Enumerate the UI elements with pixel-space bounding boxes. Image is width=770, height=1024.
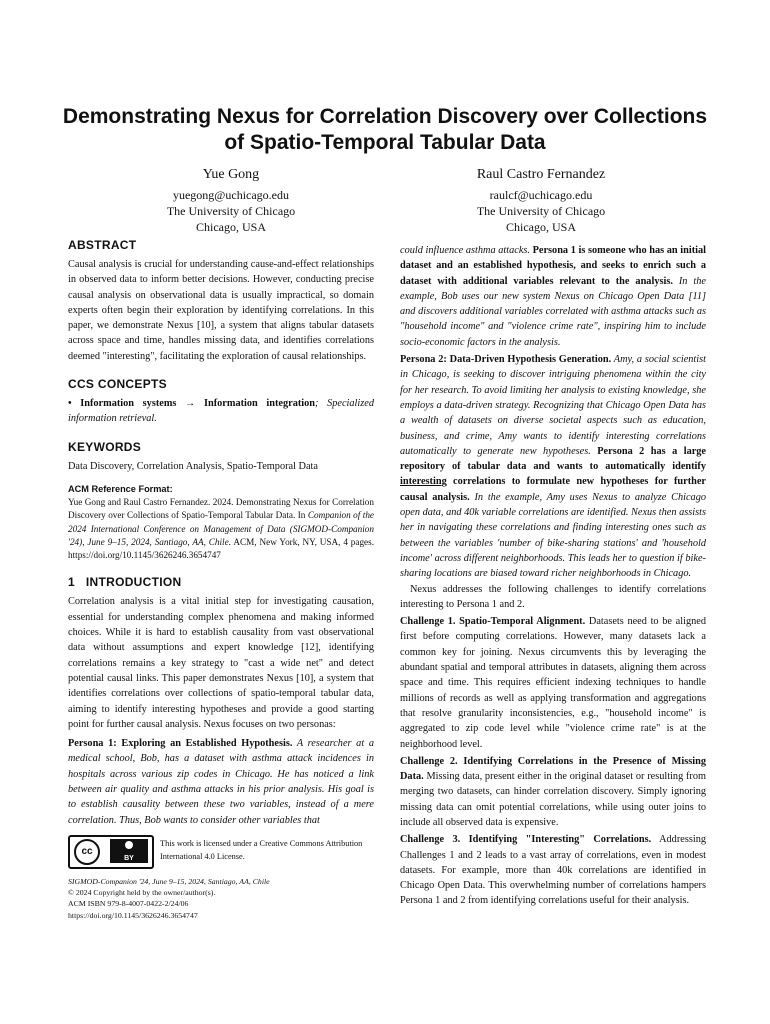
title-line-1: Demonstrating Nexus for Correlation Discovery over Collections (62, 105, 708, 128)
footer-venue: SIGMOD-Companion '24, June 9–15, 2024, Santiago, AA, Chile (68, 877, 270, 886)
title-line-2: of Spatio-Temporal Tabular Data (224, 131, 546, 154)
cc-by-logo (68, 835, 154, 869)
challenge-2-heading: Challenge 2. Identifying Correlations in the Presence of Missing Data. (400, 755, 706, 783)
challenge-1-text: Datasets need to be aligned first before computing correlations. However, many datasets lack a common key for joining. Nexus circumvents this by leveraging the abundant spatial and temporal attributes in datasets, aligning them across space and time. This requires efficient indexing techniques to handle millions of records as well as applying transformation and aggregations that resolve granularity inconsistencies, e.g., "household income" is aggregated to zip code level while "violence crime rate" is at the neighborhood level. (400, 616, 706, 750)
ccs-bold: • Information systems → Information integration (68, 398, 316, 410)
ccs-text (68, 396, 374, 427)
acm-ref-venue: Companion of the 2024 International Conference on Management of Data (SIGMOD-Companion '24), June 9–15, 2024, Santiago, AA, Chile. (68, 510, 374, 547)
challenge-2-text: Missing data, present either in the original dataset or resulting from merging two datasets, can hinder correlation discovery. Simply ignoring missing data can omit potential correlations, while using outer joins to include all observed data is expensive. (400, 771, 706, 828)
persona2-paragraph (400, 352, 706, 581)
author-email: yuegong@uchicago.edu (172, 188, 289, 202)
keywords-heading: KEYWORDS (68, 439, 142, 454)
intro-paragraph: Correlation analysis is a vital initial step for investigating causation, essential for understanding complex phenomena and making informed choices. While it is hard to establish causality from vast observational data without assumptions and expert knowledge [12], identifying correlations remains a key strategy to "cast a wide net" and detect potential causal links. This paper demonstrates Nexus [10], a system that identifies correlations over collections of spatio-temporal tabular data, aiming to identify interesting hypotheses and provide a good starting point for further causal analysis. Nexus focuses on two personas: (68, 596, 374, 730)
cont-italic-2: In the example, Bob uses our new system Nexus on Chicago Open Data [11] and discovers additional variables correlated with asthma attacks such as "household income" and "violence crime rate", inspiring him to include socio-economic factors in the analysis. (400, 275, 706, 348)
challenge-1-heading: Challenge 1. Spatio-Temporal Alignment. (400, 616, 586, 628)
persona2-bold-underlined: interesting (400, 476, 447, 488)
ccs-heading: CCS CONCEPTS (68, 377, 167, 392)
person-icon (125, 841, 133, 849)
challenges-intro: Nexus addresses the following challenges to identify correlations interesting to Persona 1 and 2. (400, 583, 706, 610)
author-name: Raul Castro Fernandez (476, 167, 606, 182)
cc-icon: cc (74, 839, 100, 865)
author-email: raulcf@uchicago.edu (489, 188, 593, 202)
author-location: Chicago, USA (506, 220, 576, 234)
by-label: BY (124, 855, 134, 862)
challenge-3-paragraph (400, 832, 706, 908)
author-affiliation: The University of Chicago (166, 204, 296, 218)
persona1-paragraph (68, 736, 374, 828)
license-text: This work is licensed under a Creative Commons Attribution International 4.0 License. (160, 839, 363, 861)
paper-title (40, 104, 730, 156)
footer-copyright: © 2024 Copyright held by the owner/author(s). (68, 888, 216, 898)
persona1-text: A researcher at a medical school, Bob, has a dataset with asthma attack incidences in hospitals across various zip codes in Chicago. He has noticed a link between air quality and asthma attacks in his prior analysis. His goal is to establish causality between these two variables, instead of a mere correlation. Thus, Bob wants to consider other variables that (68, 738, 375, 826)
author-location: Chicago, USA (196, 220, 266, 234)
by-icon (110, 839, 148, 863)
footer-block (68, 876, 374, 921)
keywords-text: Data Discovery, Correlation Analysis, Spatio-Temporal Data (68, 460, 318, 472)
acm-ref-heading: ACM Reference Format: (68, 483, 173, 494)
persona2-italic: Amy, a social scientist in Chicago, is seeking to discover intriguing phenomena within the city for her research. To avoid limiting her analysis to existing knowledge, she employs a data-driven strategy. Recognizing that Chicago Open Data has a wealth of datasets on diverse societal aspects such as education, business, and crime, Amy wants to identify interesting correlations automatically to generate new hypotheses. (400, 354, 706, 457)
challenge-3-text: Addressing Challenges 1 and 2 leads to a vast array of correlations, even in modest datasets. For example, more than 40k correlations are identified in Chicago Open Data. This overwhelming number of correlations hampers Persona 1 and 2 from identifying correlations useful for their analysis. (400, 834, 706, 907)
persona2-heading: Persona 2: Data-Driven Hypothesis Generation. (400, 354, 612, 366)
footer-isbn: ACM ISBN 979-8-4007-0422-2/24/06 (68, 899, 189, 909)
persona1-heading: Persona 1: Exploring an Established Hypothesis. (68, 738, 293, 750)
persona2-bold-b: correlations to formulate new hypotheses for further causal analysis. (400, 476, 706, 503)
acm-ref-part1: Yue Gong and Raul Castro Fernandez. 2024. Demonstrating Nexus for Correlation Discovery over Collections of Spatio-Temporal Tabular Data. In (68, 496, 374, 521)
abstract-heading: ABSTRACT (68, 238, 137, 252)
persona2-bold-a: Persona 2 has a large repository of tabular data and wants to automatically identify (400, 445, 707, 473)
ccs-italic: ; Specialized information retrieval. (68, 398, 374, 425)
cont-italic: could influence asthma attacks. (400, 245, 530, 256)
cont-bold: Persona 1 is someone who has an initial dataset and an established hypothesis, and seeks to enrich such a dataset with additional variables relevant to the analysis. (400, 245, 707, 287)
abstract-text: Causal analysis is crucial for understanding cause-and-effect relationships in observed data to inform better decisions. However, conducting precise causal analysis on observational data is usually impractical, so domain experts often begin their exploration by identifying correlations. In this paper, we demonstrate Nexus [10], a system that aligns tabular datasets across space and time, handles missing data, and identifies correlations deemed "interesting", facilitating the exploration of causal relationships. (68, 259, 374, 362)
footer-doi: https://doi.org/10.1145/3626246.3654747 (68, 910, 198, 920)
challenge-3-heading: Challenge 3. Identifying "Interesting" Correlations. (400, 834, 652, 846)
intro-heading: 1 INTRODUCTION (68, 575, 182, 590)
persona2-italic-2: In the example, Amy uses Nexus to analyze Chicago open data, and 40k variable correlations are identified. Nexus then assists her in navigating these correlations and finding interesting ones such as between the variables 'number of bike-sharing stations' and 'household income' across different neighborhoods. This leads her to question if bike-sharing locations are biased toward richer neighborhoods in Chicago. (400, 491, 706, 580)
author-name: Yue Gong (202, 167, 260, 182)
author-affiliation: The University of Chicago (476, 204, 606, 218)
acm-ref-text (68, 496, 374, 562)
persona1-continuation (400, 243, 706, 350)
left-column (68, 237, 374, 828)
author-block-1 (106, 165, 356, 235)
acm-ref-part2: ACM, New York, NY, USA, 4 pages. https://doi.org/10.1145/3626246.3654747 (68, 536, 375, 561)
author-block-2 (416, 165, 666, 235)
challenge-2-paragraph (400, 754, 706, 830)
right-column (400, 243, 706, 909)
challenge-1-paragraph (400, 614, 706, 752)
